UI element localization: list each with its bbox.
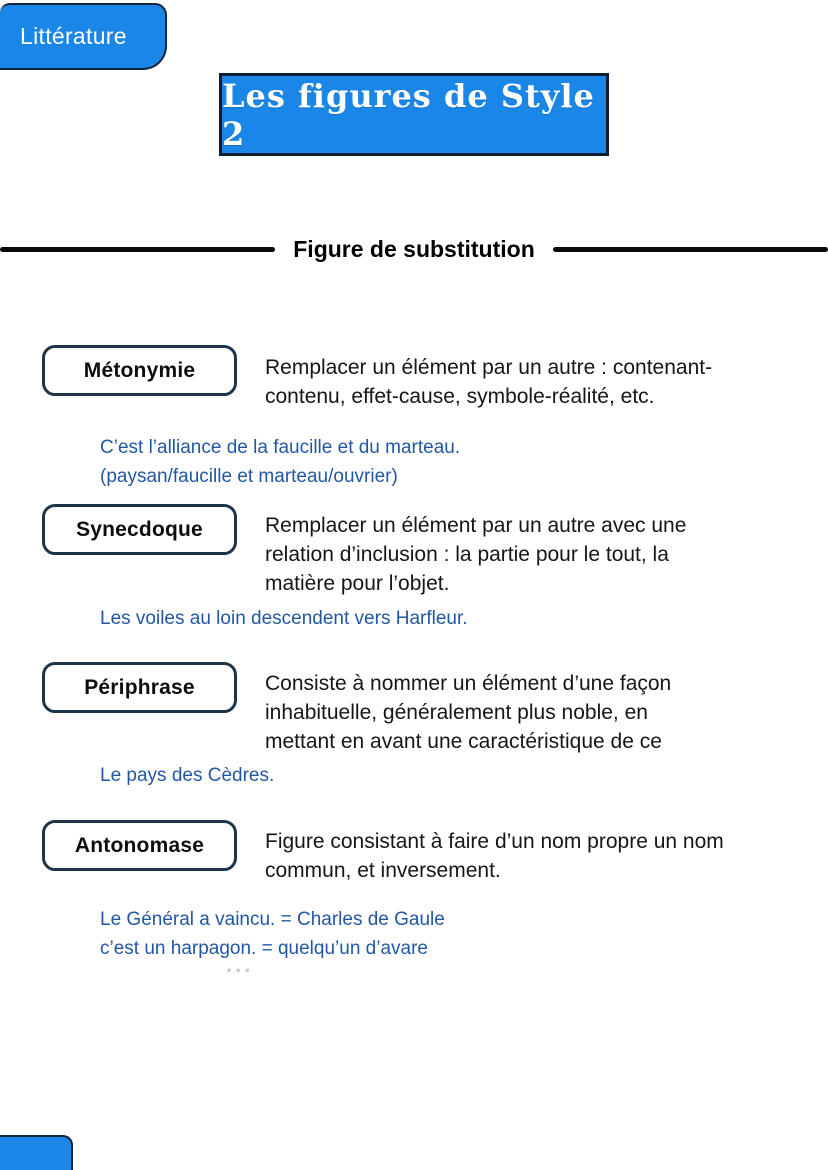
example-line: Les voiles au loin descendent vers Harfleur.: [100, 608, 468, 629]
term-label: Métonymie: [83, 358, 196, 382]
definition-line: commun, et inversement.: [265, 859, 501, 882]
term-box-antonomase: [42, 820, 237, 871]
definition-line: inhabituelle, généralement plus noble, en: [265, 701, 648, 724]
definition-line: Remplacer un élément par un autre : contenant-: [265, 356, 713, 379]
definition-line: Figure consistant à faire d’un nom propre un nom: [265, 830, 724, 853]
definition-line: contenu, effet-cause, symbole-réalité, etc.: [265, 385, 655, 408]
definition-periphrase: [265, 669, 805, 756]
term-label: Périphrase: [84, 675, 195, 699]
definition-line: Remplacer un élément par un autre avec une: [265, 514, 687, 537]
term-box-metonymie: [42, 345, 237, 396]
term-label: Antonomase: [74, 833, 205, 857]
example-synecdoque: [100, 604, 720, 633]
definition-line: matière pour l’objet.: [265, 572, 450, 595]
page-title: Les figures de Style 2: [222, 76, 595, 153]
section-divider: [0, 236, 828, 262]
title-banner: [219, 73, 609, 156]
definition-line: Consiste à nommer un élément d’une façon: [265, 672, 672, 695]
divider-line-right: [553, 247, 828, 252]
example-line: Le pays des Cèdres.: [100, 765, 275, 786]
definition-line: relation d’inclusion : la partie pour le tout, la: [265, 543, 669, 566]
definition-line: mettant en avant une caractéristique de ce: [265, 730, 662, 753]
divider-line-left: [0, 247, 275, 252]
section-header: Figure de substitution: [293, 235, 535, 262]
example-line: (paysan/faucille et marteau/ouvrier): [100, 466, 398, 487]
term-label: Synecdoque: [76, 517, 203, 541]
example-periphrase: [100, 761, 720, 790]
subject-tab: [0, 3, 167, 70]
subject-tab-label: Littérature: [20, 23, 127, 49]
definition-antonomase: [265, 827, 805, 885]
example-line: Le Général a vaincu. = Charles de Gaule: [100, 909, 445, 930]
term-box-synecdoque: [42, 504, 237, 555]
term-box-periphrase: [42, 662, 237, 713]
example-line: C’est l’alliance de la faucille et du marteau.: [100, 437, 461, 458]
example-antonomase: [100, 905, 720, 963]
faint-pen-mark: ...: [226, 952, 254, 977]
example-line: c’est un harpagon. = quelqu’un d’avare: [100, 938, 428, 959]
example-metonymie: [100, 433, 720, 491]
definition-synecdoque: [265, 511, 805, 598]
corner-accent: [0, 1135, 73, 1170]
definition-metonymie: [265, 353, 805, 411]
